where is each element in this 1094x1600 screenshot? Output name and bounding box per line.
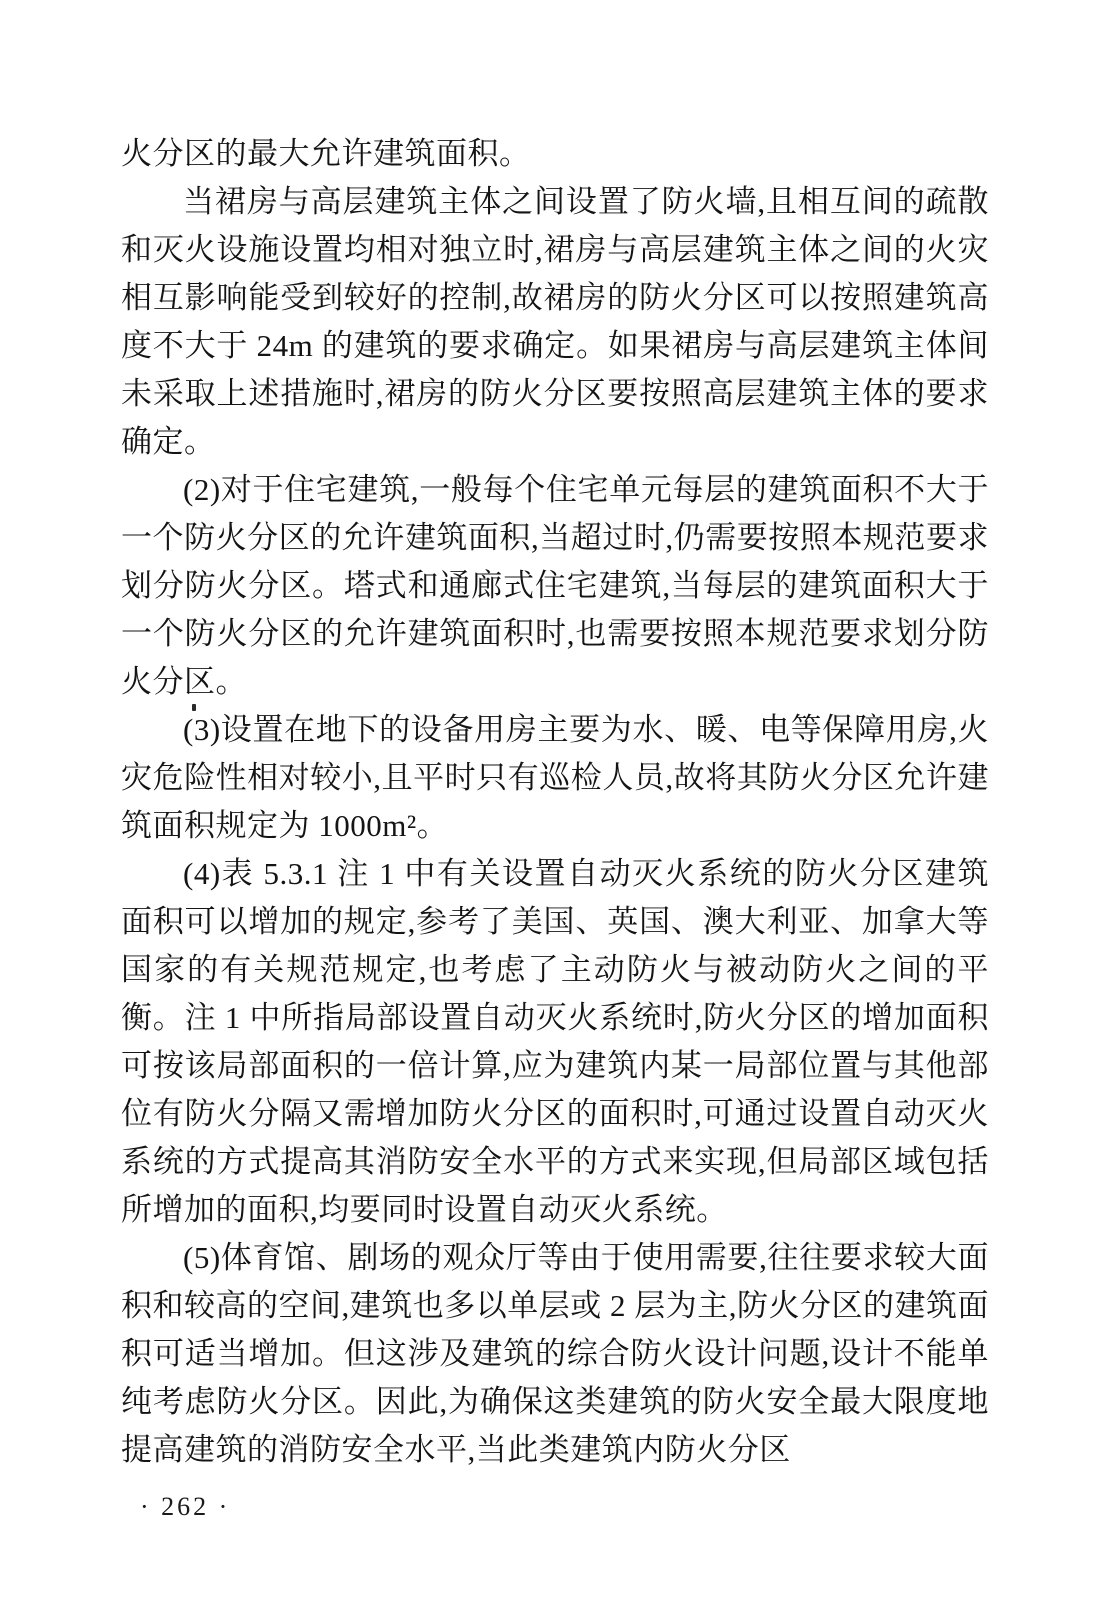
paragraph-item-3-underground-equipment-rooms: (3)设置在地下的设备用房主要为水、暖、电等保障用房,火灾危险性相对较小,且平时只有巡检人员,故将其防火分区允许建筑面积规定为 1000m²。: [121, 712, 989, 843]
paragraph-item-5-stadiums-theatres: (5)体育馆、剧场的观众厅等由于使用需要,往往要求较大面积和较高的空间,建筑也多以单层或 2 层为主,防火分区的建筑面积可适当增加。但这涉及建筑的综合防火设计问题,设计不能单纯考虑防火分区。因此,为确保这类建筑的防火安全最大限度地提高建筑的消防安全水平,当此类建筑内防火分区: [121, 1240, 989, 1467]
scan-artifact-dot: [192, 704, 196, 711]
page-footer: [140, 1492, 230, 1522]
page-number: · 262 ·: [140, 1492, 231, 1521]
paragraph-item-4-sprinkler-area-increase: (4)表 5.3.1 注 1 中有关设置自动灭火系统的防火分区建筑面积可以增加的规定,参考了美国、英国、澳大利亚、加拿大等国家的有关规范规定,也考虑了主动防火与被动防火之间的平衡。注 1 中所指局部设置自动灭火系统时,防火分区的增加面积可按该局部面积的一倍计算,应为建筑内某一局部位置与其他部位有防火分隔又需增加防火分区的面积时,可通过设置自动灭火系统的方式提高其消防安全水平的方式来实现,但局部区域包括所增加的面积,均要同时设置自动灭火系统。: [121, 856, 989, 1227]
paragraph-continuation: 火分区的最大允许建筑面积。: [121, 136, 531, 171]
paragraph-item-2-residential: (2)对于住宅建筑,一般每个住宅单元每层的建筑面积不大于一个防火分区的允许建筑面积,当超过时,仍需要按照本规范要求划分防火分区。塔式和通廊式住宅建筑,当每层的建筑面积大于一个防火分区的允许建筑面积时,也需要按照本规范要求划分防火分区。: [121, 472, 989, 699]
body-text-block: [121, 130, 989, 1474]
paragraph-podium-buildings: 当裙房与高层建筑主体之间设置了防火墙,且相互间的疏散和灭火设施设置均相对独立时,裙房与高层建筑主体之间的火灾相互影响能受到较好的控制,故裙房的防火分区可以按照建筑高度不大于 24m 的建筑的要求确定。如果裙房与高层建筑主体间未采取上述措施时,裙房的防火分区要按照高层建筑主体的要求确定。: [121, 184, 989, 459]
